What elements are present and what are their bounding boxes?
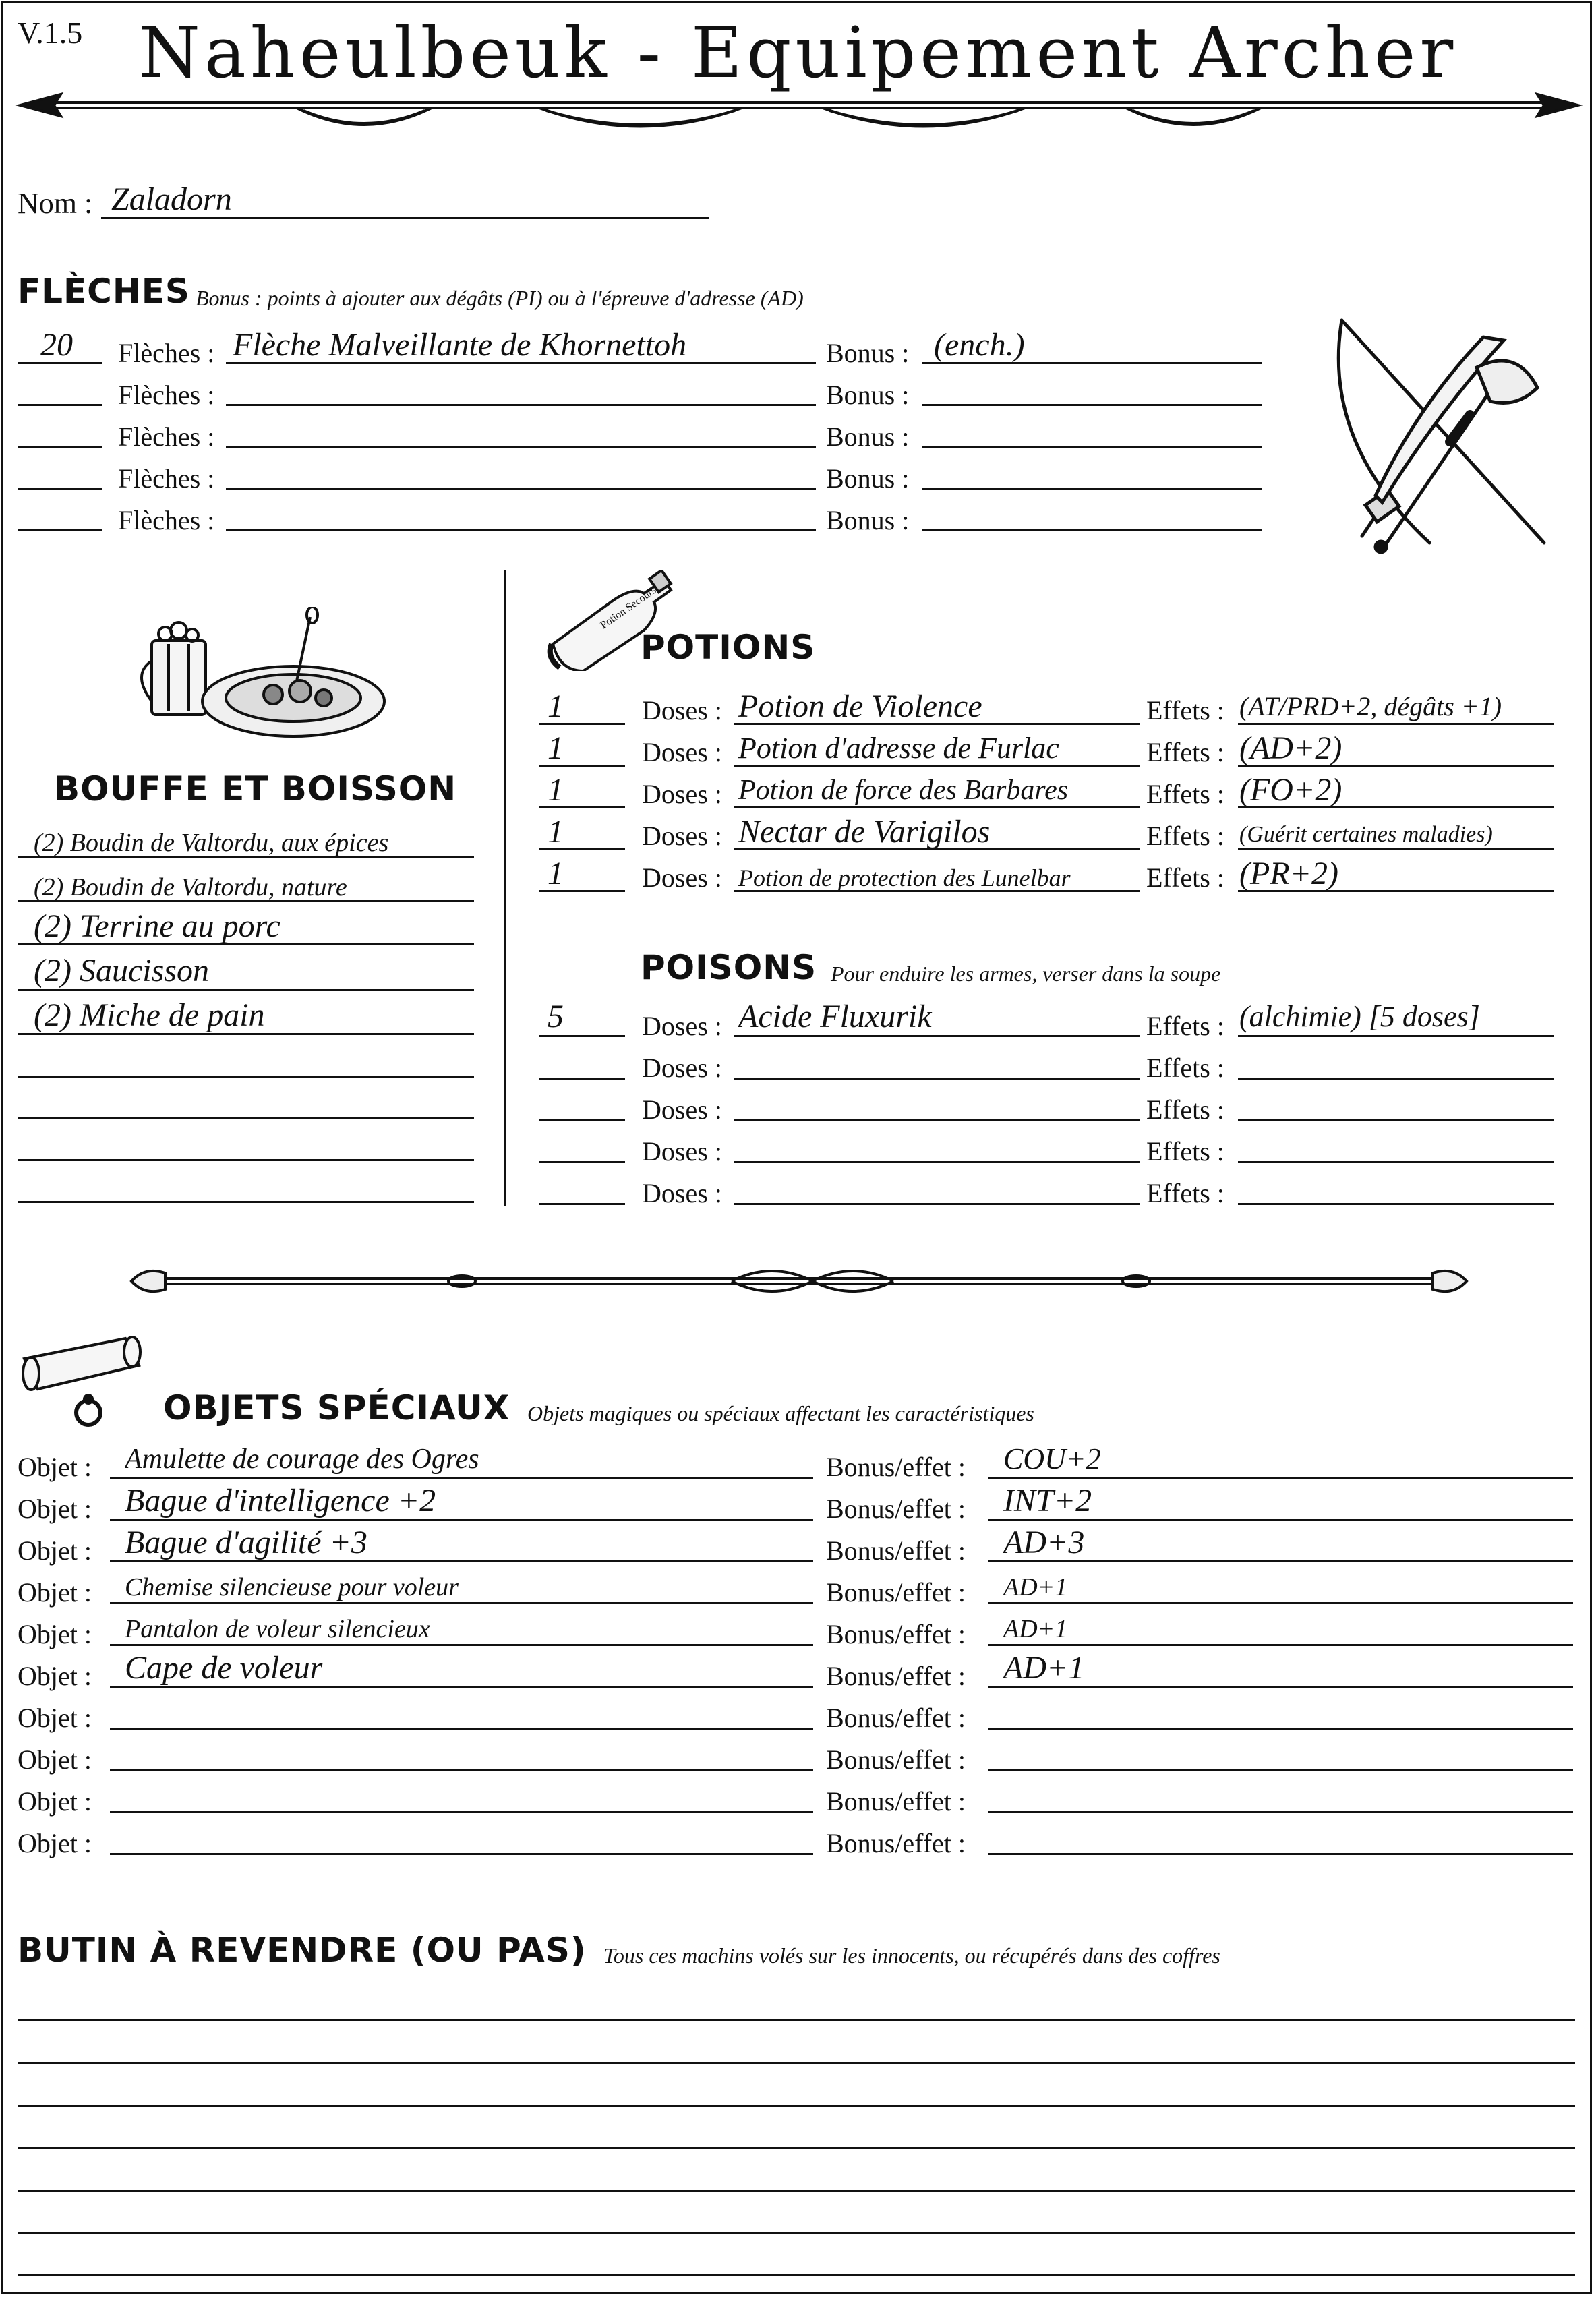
butin-title: BUTIN À REVENDRE (OU PAS)	[18, 1931, 587, 1970]
potion-name[interactable]: Potion de Violence	[738, 688, 982, 724]
potion-effets-label: Effets :	[1146, 779, 1224, 809]
objet-name-line	[110, 1686, 813, 1688]
poison-effect-line	[1238, 1035, 1554, 1037]
objet-effect-line	[988, 1769, 1573, 1771]
poison-name-line	[734, 1035, 1140, 1037]
poison-doses-label: Doses :	[642, 1094, 722, 1125]
potion-effect[interactable]: (AD+2)	[1239, 730, 1342, 766]
fleche-bonus-label: Bonus :	[826, 338, 910, 368]
fleche-label: Flèches :	[118, 421, 215, 452]
potion-qty[interactable]: 1	[548, 856, 564, 891]
potion-name[interactable]: Nectar de Varigilos	[738, 814, 991, 850]
objet-bonus-label: Bonus/effet :	[826, 1744, 966, 1775]
potion-effect-line	[1238, 765, 1554, 767]
poison-effect-line	[1238, 1203, 1554, 1205]
fleche-qty-line	[18, 446, 102, 448]
objets-title: OBJETS SPÉCIAUX	[163, 1388, 510, 1427]
potion-qty-line	[539, 765, 625, 767]
objet-label: Objet :	[18, 1744, 92, 1775]
potion-effets-label: Effets :	[1146, 695, 1224, 726]
butin-line	[18, 2062, 1575, 2064]
potion-doses-label: Doses :	[642, 737, 722, 767]
fleche-bonus[interactable]: (ench.)	[934, 327, 1025, 363]
fleche-bonus-label: Bonus :	[826, 463, 910, 494]
page-title: Naheulbeuk - Equipement Archer	[138, 11, 1458, 94]
potion-qty[interactable]: 1	[548, 814, 564, 850]
objet-effect-line	[988, 1644, 1573, 1646]
potion-qty-line	[539, 806, 625, 808]
potion-qty-line	[539, 848, 625, 850]
objet-label: Objet :	[18, 1535, 92, 1566]
potion-name-line	[734, 890, 1140, 892]
objet-name[interactable]: Chemise silencieuse pour voleur	[125, 1573, 459, 1601]
objet-bonus-label: Bonus/effet :	[826, 1494, 966, 1524]
objet-label: Objet :	[18, 1828, 92, 1858]
objet-label: Objet :	[18, 1703, 92, 1733]
objet-name-line	[110, 1644, 813, 1646]
potion-qty[interactable]: 1	[548, 772, 564, 808]
potion-effect-line	[1238, 806, 1554, 808]
objet-name-line	[110, 1477, 813, 1479]
objet-label: Objet :	[18, 1786, 92, 1817]
butin-line	[18, 2274, 1575, 2276]
potion-name-line	[734, 723, 1140, 725]
poison-effets-label: Effets :	[1146, 1011, 1224, 1041]
poison-name[interactable]: Acide Fluxurik	[738, 999, 932, 1034]
objet-name-line	[110, 1769, 813, 1771]
potion-name-line	[734, 806, 1140, 808]
fleche-bonus-label: Bonus :	[826, 421, 910, 452]
poison-name-line	[734, 1078, 1140, 1080]
objet-bonus-label: Bonus/effet :	[826, 1661, 966, 1691]
objet-label: Objet :	[18, 1494, 92, 1524]
poisons-title: POISONS	[641, 948, 817, 987]
objet-name[interactable]: Amulette de courage des Ogres	[125, 1444, 479, 1475]
potion-name-line	[734, 765, 1140, 767]
potion-qty[interactable]: 1	[548, 730, 564, 766]
poison-name-line	[734, 1119, 1140, 1121]
fleche-label: Flèches :	[118, 505, 215, 535]
objet-name[interactable]: Bague d'intelligence +2	[125, 1483, 436, 1519]
potion-effect[interactable]: (PR+2)	[1239, 856, 1338, 891]
objet-effect[interactable]: AD+1	[1003, 1650, 1085, 1686]
objet-effect[interactable]: COU+2	[1003, 1442, 1101, 1475]
poison-name-line	[734, 1203, 1140, 1205]
fleche-name-line	[226, 529, 816, 531]
objet-name[interactable]: Cape de voleur	[125, 1650, 323, 1686]
potion-doses-label: Doses :	[642, 779, 722, 809]
nom-label: Nom :	[18, 187, 93, 220]
fleche-label: Flèches :	[118, 380, 215, 410]
poison-qty-line	[539, 1035, 625, 1037]
objet-effect[interactable]: AD+1	[1003, 1573, 1068, 1601]
food-plate-icon	[138, 607, 394, 742]
potion-effect-line	[1238, 723, 1554, 725]
poison-qty-line	[539, 1078, 625, 1080]
fleche-name[interactable]: Flèche Malveillante de Khornettoh	[233, 327, 687, 363]
poison-effect-line	[1238, 1078, 1554, 1080]
poison-name-line	[734, 1161, 1140, 1163]
objet-name-line	[110, 1519, 813, 1521]
poison-effets-label: Effets :	[1146, 1053, 1224, 1083]
poison-qty-line	[539, 1119, 625, 1121]
potions-title: POTIONS	[641, 628, 816, 667]
potion-effets-label: Effets :	[1146, 737, 1224, 767]
poison-doses-label: Doses :	[642, 1136, 722, 1167]
potion-doses-label: Doses :	[642, 695, 722, 726]
fleche-qty-line	[18, 529, 102, 531]
potion-effect-line	[1238, 890, 1554, 892]
objet-bonus-label: Bonus/effet :	[826, 1619, 966, 1649]
potion-doses-label: Doses :	[642, 862, 722, 893]
fleche-bonus-line	[922, 446, 1262, 448]
poison-effets-label: Effets :	[1146, 1094, 1224, 1125]
nom-underline	[101, 217, 709, 219]
bouffe-item[interactable]: (2) Saucisson	[34, 953, 209, 989]
butin-line	[18, 2019, 1575, 2021]
objet-effect-line	[988, 1728, 1573, 1730]
poison-effect-line	[1238, 1161, 1554, 1163]
bouffe-item[interactable]: (2) Terrine au porc	[34, 908, 280, 944]
potion-qty-line	[539, 723, 625, 725]
potion-doses-label: Doses :	[642, 821, 722, 851]
poison-doses-label: Doses :	[642, 1053, 722, 1083]
potion-effect[interactable]: (Guérit certaines maladies)	[1239, 822, 1493, 847]
crossed-weapons-icon	[1315, 307, 1564, 556]
potion-effect[interactable]: (FO+2)	[1239, 772, 1342, 808]
objet-name-line	[110, 1811, 813, 1813]
potion-name[interactable]: Potion de protection des Lunelbar	[738, 864, 1071, 891]
potion-effets-label: Effets :	[1146, 821, 1224, 851]
bouffe-line	[18, 943, 474, 945]
potion-qty-line	[539, 890, 625, 892]
objet-effect[interactable]: AD+1	[1003, 1615, 1068, 1643]
arrow-divider-icon	[13, 81, 1585, 148]
butin-line	[18, 2105, 1575, 2107]
objet-effect[interactable]: AD+3	[1003, 1525, 1085, 1560]
fleche-label: Flèches :	[118, 463, 215, 494]
fleche-name-line	[226, 362, 816, 364]
poison-doses-label: Doses :	[642, 1178, 722, 1208]
objet-bonus-label: Bonus/effet :	[826, 1703, 966, 1733]
fleche-qty-line	[18, 404, 102, 406]
fleche-bonus-line	[922, 488, 1262, 490]
objet-effect[interactable]: INT+2	[1003, 1483, 1092, 1519]
bouffe-line	[18, 900, 474, 902]
fleche-name-line	[226, 446, 816, 448]
poison-effect[interactable]: (alchimie) [5 doses]	[1239, 1000, 1480, 1033]
poison-doses-label: Doses :	[642, 1011, 722, 1041]
potion-name[interactable]: Potion d'adresse de Furlac	[738, 732, 1059, 765]
potion-effect-line	[1238, 848, 1554, 850]
fleche-name-line	[226, 404, 816, 406]
objet-bonus-label: Bonus/effet :	[826, 1452, 966, 1482]
objet-effect-line	[988, 1519, 1573, 1521]
potion-qty[interactable]: 1	[548, 688, 564, 724]
fleche-qty-line	[18, 362, 102, 364]
objet-label: Objet :	[18, 1452, 92, 1482]
poison-effets-label: Effets :	[1146, 1178, 1224, 1208]
version-label: V.1.5	[18, 16, 83, 50]
fleche-bonus-line	[922, 362, 1262, 364]
bouffe-item[interactable]: (2) Boudin de Valtordu, aux épices	[34, 829, 389, 857]
objet-effect-line	[988, 1811, 1573, 1813]
potion-name-line	[734, 848, 1140, 850]
potion-name[interactable]: Potion de force des Barbares	[738, 775, 1069, 806]
fleches-subtitle: Bonus : points à ajouter aux dégâts (PI) ou à l'épreuve d'adresse (AD)	[196, 286, 804, 310]
poison-qty-line	[539, 1203, 625, 1205]
poisons-subtitle: Pour enduire les armes, verser dans la soupe	[831, 962, 1221, 986]
objet-name-line	[110, 1602, 813, 1604]
butin-line	[18, 2232, 1575, 2234]
poison-effect-line	[1238, 1119, 1554, 1121]
bouffe-line	[18, 1076, 474, 1078]
bouffe-line	[18, 989, 474, 991]
scroll-ring-icon	[18, 1332, 152, 1433]
bouffe-line	[18, 1201, 474, 1203]
staff-divider-icon	[125, 1254, 1473, 1308]
objets-subtitle: Objets magiques ou spéciaux affectant les caractéristiques	[527, 1401, 1034, 1425]
fleche-qty-line	[18, 488, 102, 490]
objet-name[interactable]: Pantalon de voleur silencieux	[125, 1615, 430, 1643]
butin-subtitle: Tous ces machins volés sur les innocents, ou récupérés dans des coffres	[603, 1943, 1220, 1968]
objet-effect-line	[988, 1853, 1573, 1855]
fleche-qty[interactable]: 20	[40, 327, 73, 363]
poison-effets-label: Effets :	[1146, 1136, 1224, 1167]
objet-name[interactable]: Bague d'agilité +3	[125, 1525, 367, 1560]
butin-line	[18, 2190, 1575, 2192]
objet-effect-line	[988, 1477, 1573, 1479]
potion-bottle-label: Potion Secours	[598, 585, 659, 632]
bouffe-title: BOUFFE ET BOISSON	[54, 769, 457, 808]
potion-effets-label: Effets :	[1146, 862, 1224, 893]
objet-bonus-label: Bonus/effet :	[826, 1577, 966, 1608]
objet-effect-line	[988, 1686, 1573, 1688]
fleche-bonus-line	[922, 404, 1262, 406]
nom-value[interactable]: Zaladorn	[111, 181, 232, 217]
objet-label: Objet :	[18, 1619, 92, 1649]
bouffe-item[interactable]: (2) Miche de pain	[34, 997, 265, 1033]
objet-name-line	[110, 1560, 813, 1562]
fleches-title: FLÈCHES	[18, 272, 190, 311]
bouffe-item[interactable]: (2) Boudin de Valtordu, nature	[34, 873, 347, 902]
objet-label: Objet :	[18, 1577, 92, 1608]
objet-label: Objet :	[18, 1661, 92, 1691]
fleche-name-line	[226, 488, 816, 490]
butin-line	[18, 2147, 1575, 2149]
bouffe-line	[18, 1159, 474, 1161]
bouffe-line	[18, 1033, 474, 1035]
objet-bonus-label: Bonus/effet :	[826, 1535, 966, 1566]
objet-effect-line	[988, 1602, 1573, 1604]
poison-qty[interactable]: 5	[548, 999, 564, 1034]
objet-effect-line	[988, 1560, 1573, 1562]
fleche-bonus-label: Bonus :	[826, 380, 910, 410]
poison-qty-line	[539, 1161, 625, 1163]
column-divider	[504, 570, 506, 1206]
fleche-bonus-line	[922, 529, 1262, 531]
objet-bonus-label: Bonus/effet :	[826, 1786, 966, 1817]
fleche-bonus-label: Bonus :	[826, 505, 910, 535]
objet-bonus-label: Bonus/effet :	[826, 1828, 966, 1858]
bouffe-line	[18, 856, 474, 858]
bouffe-line	[18, 1117, 474, 1119]
objet-name-line	[110, 1853, 813, 1855]
potion-effect[interactable]: (AT/PRD+2, dégâts +1)	[1239, 691, 1502, 721]
objet-name-line	[110, 1728, 813, 1730]
fleche-label: Flèches :	[118, 338, 215, 368]
